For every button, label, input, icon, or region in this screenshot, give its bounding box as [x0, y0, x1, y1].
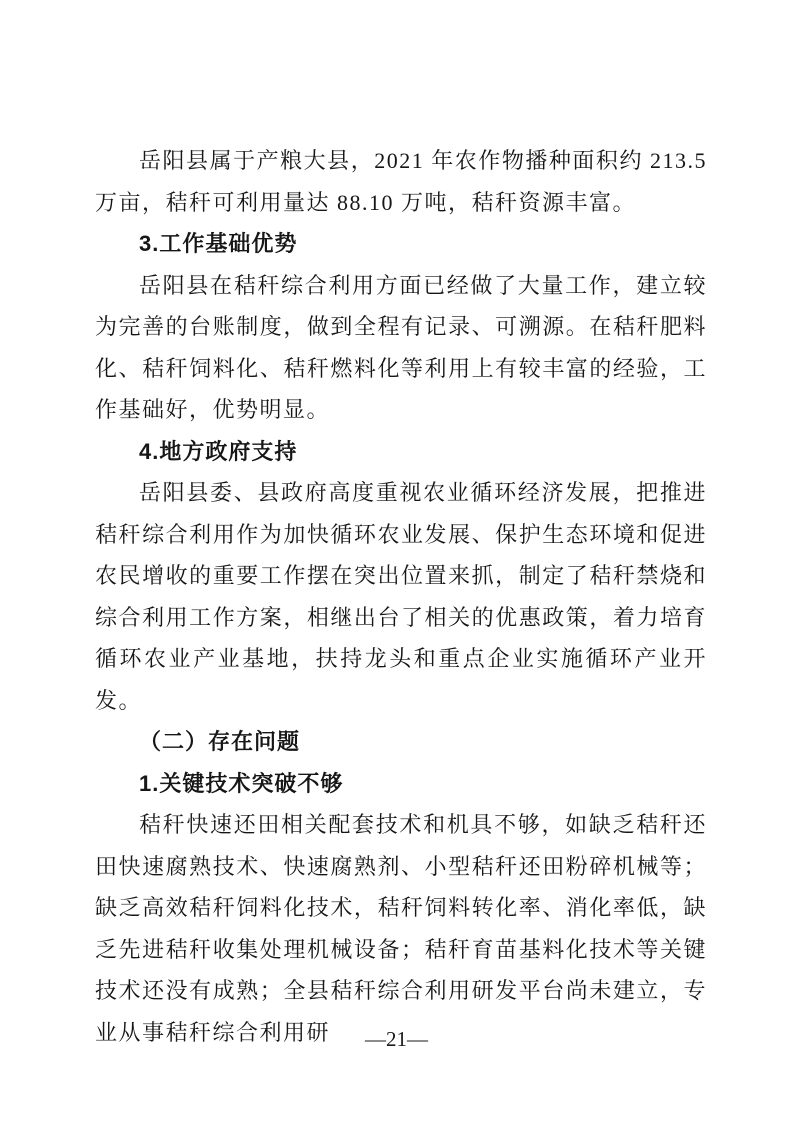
body-paragraph: 岳阳县在秸秆综合利用方面已经做了大量工作，建立较为完善的台账制度，做到全程有记录、可溯源。在秸秆肥料化、秸秆饲料化、秸秆燃料化等利用上有较丰富的经验，工作基础好，优势明显。	[95, 272, 707, 422]
body-paragraph: 秸秆快速还田相关配套技术和机具不够，如缺乏秸秆还田快速腐熟技术、快速腐熟剂、小型秸秆还田粉碎机械等；缺乏高效秸秆饲料化技术，秸秆饲料转化率、消化率低，缺乏先进秸秆收集处理机械设备；秸秆育苗基料化技术等关键技术还没有成熟；全县秸秆综合利用研发平台尚未建立，专业从事秸秆综合利用研	[95, 812, 707, 1045]
body-paragraph: 岳阳县属于产粮大县，2021 年农作物播种面积约 213.5 万亩，秸秆可利用量达 88.10 万吨，秸秆资源丰富。	[95, 148, 707, 215]
page-number: —21—	[365, 1027, 428, 1051]
section-heading-local-government-support: 4.地方政府支持	[139, 438, 298, 464]
section-heading-existing-problems: （二）存在问题	[139, 729, 301, 754]
page-footer	[0, 1026, 793, 1052]
document-body	[95, 140, 707, 1053]
section-heading-key-technology: 1.关键技术突破不够	[139, 770, 344, 796]
body-paragraph: 岳阳县委、县政府高度重视农业循环经济发展，把推进秸秆综合利用作为加快循环农业发展、保护生态环境和促进农民增收的重要工作摆在突出位置来抓，制定了秸秆禁烧和综合利用工作方案，相继出台了相关的优惠政策，着力培育循环农业产业基地，扶持龙头和重点企业实施循环产业开发。	[95, 480, 707, 713]
section-heading-work-foundation: 3.工作基础优势	[139, 231, 298, 256]
